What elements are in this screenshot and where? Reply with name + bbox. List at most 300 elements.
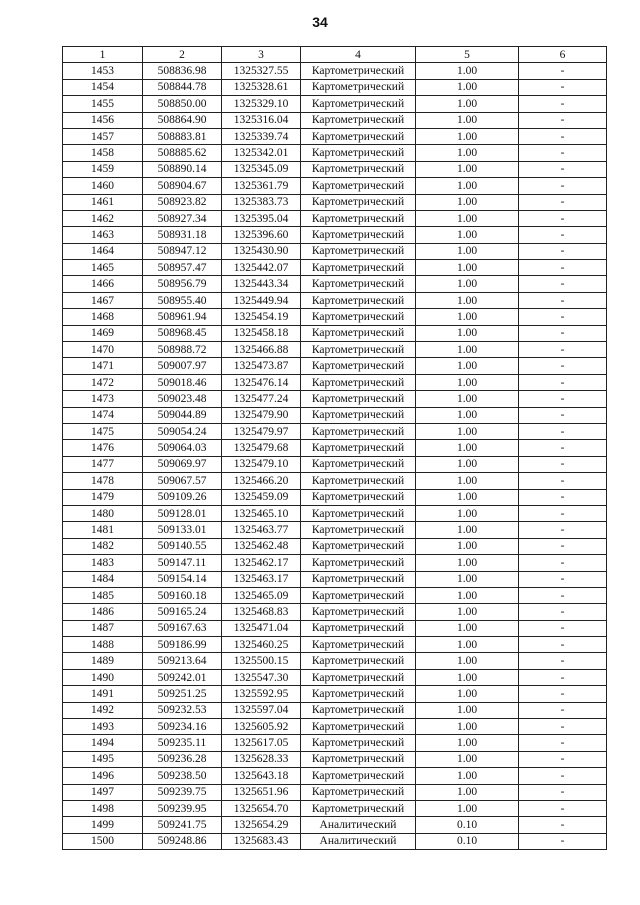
y-coordinate-cell: 1325458.18 bbox=[222, 325, 301, 341]
note-cell: - bbox=[519, 178, 607, 194]
x-coordinate-cell: 509054.24 bbox=[143, 423, 222, 439]
y-coordinate-cell: 1325479.68 bbox=[222, 440, 301, 456]
accuracy-cell: 1.00 bbox=[416, 522, 519, 538]
point-number-cell: 1488 bbox=[63, 637, 143, 653]
x-coordinate-cell: 509044.89 bbox=[143, 407, 222, 423]
table-row bbox=[63, 112, 607, 128]
accuracy-cell: 0.10 bbox=[416, 833, 519, 849]
accuracy-cell: 1.00 bbox=[416, 79, 519, 95]
x-coordinate-cell: 509165.24 bbox=[143, 604, 222, 620]
note-cell: - bbox=[519, 243, 607, 259]
method-cell: Картометрический bbox=[301, 145, 416, 161]
x-coordinate-cell: 508864.90 bbox=[143, 112, 222, 128]
point-number-cell: 1494 bbox=[63, 735, 143, 751]
accuracy-cell: 1.00 bbox=[416, 161, 519, 177]
method-cell: Картометрический bbox=[301, 358, 416, 374]
accuracy-cell: 1.00 bbox=[416, 112, 519, 128]
method-cell: Аналитический bbox=[301, 833, 416, 849]
accuracy-cell: 1.00 bbox=[416, 653, 519, 669]
note-cell: - bbox=[519, 260, 607, 276]
accuracy-cell: 1.00 bbox=[416, 751, 519, 767]
method-cell: Картометрический bbox=[301, 686, 416, 702]
table-body bbox=[63, 63, 607, 850]
accuracy-cell: 1.00 bbox=[416, 194, 519, 210]
method-cell: Картометрический bbox=[301, 63, 416, 79]
x-coordinate-cell: 508904.67 bbox=[143, 178, 222, 194]
note-cell: - bbox=[519, 63, 607, 79]
x-coordinate-cell: 509018.46 bbox=[143, 374, 222, 390]
point-number-cell: 1472 bbox=[63, 374, 143, 390]
method-cell: Картометрический bbox=[301, 243, 416, 259]
point-number-cell: 1491 bbox=[63, 686, 143, 702]
table-row bbox=[63, 833, 607, 849]
x-coordinate-cell: 508927.34 bbox=[143, 210, 222, 226]
y-coordinate-cell: 1325683.43 bbox=[222, 833, 301, 849]
x-coordinate-cell: 508836.98 bbox=[143, 63, 222, 79]
note-cell: - bbox=[519, 325, 607, 341]
x-coordinate-cell: 509109.26 bbox=[143, 489, 222, 505]
accuracy-cell: 1.00 bbox=[416, 637, 519, 653]
method-cell: Картометрический bbox=[301, 637, 416, 653]
method-cell: Картометрический bbox=[301, 260, 416, 276]
y-coordinate-cell: 1325327.55 bbox=[222, 63, 301, 79]
column-header-3: 3 bbox=[222, 47, 301, 63]
table-row bbox=[63, 243, 607, 259]
table-row bbox=[63, 276, 607, 292]
note-cell: - bbox=[519, 719, 607, 735]
table-row bbox=[63, 194, 607, 210]
method-cell: Картометрический bbox=[301, 423, 416, 439]
method-cell: Картометрический bbox=[301, 604, 416, 620]
x-coordinate-cell: 509160.18 bbox=[143, 587, 222, 603]
x-coordinate-cell: 509069.97 bbox=[143, 456, 222, 472]
x-coordinate-cell: 508956.79 bbox=[143, 276, 222, 292]
x-coordinate-cell: 508850.00 bbox=[143, 96, 222, 112]
x-coordinate-cell: 509213.64 bbox=[143, 653, 222, 669]
point-number-cell: 1476 bbox=[63, 440, 143, 456]
y-coordinate-cell: 1325654.29 bbox=[222, 817, 301, 833]
table-row bbox=[63, 161, 607, 177]
accuracy-cell: 1.00 bbox=[416, 669, 519, 685]
y-coordinate-cell: 1325473.87 bbox=[222, 358, 301, 374]
point-number-cell: 1459 bbox=[63, 161, 143, 177]
method-cell: Картометрический bbox=[301, 669, 416, 685]
accuracy-cell: 1.00 bbox=[416, 227, 519, 243]
method-cell: Картометрический bbox=[301, 79, 416, 95]
y-coordinate-cell: 1325479.97 bbox=[222, 423, 301, 439]
x-coordinate-cell: 508961.94 bbox=[143, 309, 222, 325]
method-cell: Картометрический bbox=[301, 112, 416, 128]
accuracy-cell: 1.00 bbox=[416, 96, 519, 112]
note-cell: - bbox=[519, 227, 607, 243]
accuracy-cell: 1.00 bbox=[416, 555, 519, 571]
method-cell: Картометрический bbox=[301, 161, 416, 177]
point-number-cell: 1482 bbox=[63, 538, 143, 554]
point-number-cell: 1453 bbox=[63, 63, 143, 79]
x-coordinate-cell: 509186.99 bbox=[143, 637, 222, 653]
table-row bbox=[63, 456, 607, 472]
accuracy-cell: 1.00 bbox=[416, 358, 519, 374]
accuracy-cell: 1.00 bbox=[416, 571, 519, 587]
table-row bbox=[63, 587, 607, 603]
accuracy-cell: 1.00 bbox=[416, 768, 519, 784]
page-number: 34 bbox=[312, 14, 328, 30]
accuracy-cell: 1.00 bbox=[416, 538, 519, 554]
note-cell: - bbox=[519, 817, 607, 833]
method-cell: Картометрический bbox=[301, 128, 416, 144]
x-coordinate-cell: 509147.11 bbox=[143, 555, 222, 571]
method-cell: Картометрический bbox=[301, 522, 416, 538]
y-coordinate-cell: 1325479.10 bbox=[222, 456, 301, 472]
x-coordinate-cell: 509232.53 bbox=[143, 702, 222, 718]
point-number-cell: 1466 bbox=[63, 276, 143, 292]
point-number-cell: 1478 bbox=[63, 473, 143, 489]
y-coordinate-cell: 1325643.18 bbox=[222, 768, 301, 784]
table-row bbox=[63, 325, 607, 341]
column-header-1: 1 bbox=[63, 47, 143, 63]
method-cell: Картометрический bbox=[301, 587, 416, 603]
y-coordinate-cell: 1325328.61 bbox=[222, 79, 301, 95]
x-coordinate-cell: 509248.86 bbox=[143, 833, 222, 849]
accuracy-cell: 1.00 bbox=[416, 63, 519, 79]
table-row bbox=[63, 473, 607, 489]
note-cell: - bbox=[519, 374, 607, 390]
point-number-cell: 1468 bbox=[63, 309, 143, 325]
method-cell: Картометрический bbox=[301, 374, 416, 390]
y-coordinate-cell: 1325462.48 bbox=[222, 538, 301, 554]
note-cell: - bbox=[519, 309, 607, 325]
y-coordinate-cell: 1325345.09 bbox=[222, 161, 301, 177]
point-number-cell: 1492 bbox=[63, 702, 143, 718]
x-coordinate-cell: 509023.48 bbox=[143, 391, 222, 407]
point-number-cell: 1456 bbox=[63, 112, 143, 128]
note-cell: - bbox=[519, 112, 607, 128]
method-cell: Картометрический bbox=[301, 325, 416, 341]
point-number-cell: 1473 bbox=[63, 391, 143, 407]
note-cell: - bbox=[519, 440, 607, 456]
point-number-cell: 1465 bbox=[63, 260, 143, 276]
y-coordinate-cell: 1325592.95 bbox=[222, 686, 301, 702]
point-number-cell: 1470 bbox=[63, 342, 143, 358]
method-cell: Картометрический bbox=[301, 407, 416, 423]
table-row bbox=[63, 309, 607, 325]
table-row bbox=[63, 686, 607, 702]
point-number-cell: 1467 bbox=[63, 292, 143, 308]
note-cell: - bbox=[519, 784, 607, 800]
y-coordinate-cell: 1325479.90 bbox=[222, 407, 301, 423]
method-cell: Картометрический bbox=[301, 571, 416, 587]
method-cell: Картометрический bbox=[301, 702, 416, 718]
table-row bbox=[63, 178, 607, 194]
y-coordinate-cell: 1325628.33 bbox=[222, 751, 301, 767]
table-row bbox=[63, 800, 607, 816]
y-coordinate-cell: 1325466.20 bbox=[222, 473, 301, 489]
table-row bbox=[63, 653, 607, 669]
point-number-cell: 1493 bbox=[63, 719, 143, 735]
table-row bbox=[63, 423, 607, 439]
accuracy-cell: 1.00 bbox=[416, 260, 519, 276]
table-row bbox=[63, 358, 607, 374]
point-number-cell: 1490 bbox=[63, 669, 143, 685]
x-coordinate-cell: 509067.57 bbox=[143, 473, 222, 489]
accuracy-cell: 1.00 bbox=[416, 735, 519, 751]
x-coordinate-cell: 509236.28 bbox=[143, 751, 222, 767]
accuracy-cell: 1.00 bbox=[416, 178, 519, 194]
table-header-row bbox=[63, 47, 607, 63]
table-row bbox=[63, 702, 607, 718]
x-coordinate-cell: 508947.12 bbox=[143, 243, 222, 259]
method-cell: Картометрический bbox=[301, 538, 416, 554]
accuracy-cell: 1.00 bbox=[416, 456, 519, 472]
table-row bbox=[63, 620, 607, 636]
note-cell: - bbox=[519, 194, 607, 210]
y-coordinate-cell: 1325395.04 bbox=[222, 210, 301, 226]
y-coordinate-cell: 1325459.09 bbox=[222, 489, 301, 505]
note-cell: - bbox=[519, 620, 607, 636]
note-cell: - bbox=[519, 276, 607, 292]
y-coordinate-cell: 1325463.77 bbox=[222, 522, 301, 538]
y-coordinate-cell: 1325316.04 bbox=[222, 112, 301, 128]
note-cell: - bbox=[519, 505, 607, 521]
y-coordinate-cell: 1325465.09 bbox=[222, 587, 301, 603]
y-coordinate-cell: 1325442.07 bbox=[222, 260, 301, 276]
table-row bbox=[63, 817, 607, 833]
point-number-cell: 1495 bbox=[63, 751, 143, 767]
note-cell: - bbox=[519, 96, 607, 112]
point-number-cell: 1489 bbox=[63, 653, 143, 669]
point-number-cell: 1487 bbox=[63, 620, 143, 636]
point-number-cell: 1458 bbox=[63, 145, 143, 161]
method-cell: Картометрический bbox=[301, 735, 416, 751]
point-number-cell: 1498 bbox=[63, 800, 143, 816]
note-cell: - bbox=[519, 604, 607, 620]
table-row bbox=[63, 260, 607, 276]
accuracy-cell: 0.10 bbox=[416, 817, 519, 833]
point-number-cell: 1454 bbox=[63, 79, 143, 95]
note-cell: - bbox=[519, 473, 607, 489]
note-cell: - bbox=[519, 768, 607, 784]
point-number-cell: 1460 bbox=[63, 178, 143, 194]
y-coordinate-cell: 1325449.94 bbox=[222, 292, 301, 308]
note-cell: - bbox=[519, 833, 607, 849]
x-coordinate-cell: 509239.75 bbox=[143, 784, 222, 800]
note-cell: - bbox=[519, 702, 607, 718]
point-number-cell: 1461 bbox=[63, 194, 143, 210]
table-row bbox=[63, 63, 607, 79]
method-cell: Картометрический bbox=[301, 505, 416, 521]
x-coordinate-cell: 509007.97 bbox=[143, 358, 222, 374]
x-coordinate-cell: 509133.01 bbox=[143, 522, 222, 538]
x-coordinate-cell: 509234.16 bbox=[143, 719, 222, 735]
accuracy-cell: 1.00 bbox=[416, 505, 519, 521]
accuracy-cell: 1.00 bbox=[416, 210, 519, 226]
point-number-cell: 1480 bbox=[63, 505, 143, 521]
point-number-cell: 1464 bbox=[63, 243, 143, 259]
x-coordinate-cell: 509241.75 bbox=[143, 817, 222, 833]
x-coordinate-cell: 508923.82 bbox=[143, 194, 222, 210]
y-coordinate-cell: 1325617.05 bbox=[222, 735, 301, 751]
y-coordinate-cell: 1325477.24 bbox=[222, 391, 301, 407]
note-cell: - bbox=[519, 456, 607, 472]
x-coordinate-cell: 509128.01 bbox=[143, 505, 222, 521]
x-coordinate-cell: 509239.95 bbox=[143, 800, 222, 816]
point-number-cell: 1474 bbox=[63, 407, 143, 423]
column-header-4: 4 bbox=[301, 47, 416, 63]
accuracy-cell: 1.00 bbox=[416, 128, 519, 144]
note-cell: - bbox=[519, 538, 607, 554]
table-row bbox=[63, 374, 607, 390]
method-cell: Картометрический bbox=[301, 489, 416, 505]
y-coordinate-cell: 1325605.92 bbox=[222, 719, 301, 735]
column-header-5: 5 bbox=[416, 47, 519, 63]
method-cell: Картометрический bbox=[301, 96, 416, 112]
y-coordinate-cell: 1325476.14 bbox=[222, 374, 301, 390]
table-row bbox=[63, 440, 607, 456]
method-cell: Картометрический bbox=[301, 768, 416, 784]
table-row bbox=[63, 768, 607, 784]
accuracy-cell: 1.00 bbox=[416, 243, 519, 259]
point-number-cell: 1469 bbox=[63, 325, 143, 341]
method-cell: Картометрический bbox=[301, 210, 416, 226]
table-row bbox=[63, 669, 607, 685]
method-cell: Аналитический bbox=[301, 817, 416, 833]
table-row bbox=[63, 96, 607, 112]
note-cell: - bbox=[519, 128, 607, 144]
y-coordinate-cell: 1325342.01 bbox=[222, 145, 301, 161]
note-cell: - bbox=[519, 358, 607, 374]
x-coordinate-cell: 509064.03 bbox=[143, 440, 222, 456]
x-coordinate-cell: 508931.18 bbox=[143, 227, 222, 243]
note-cell: - bbox=[519, 79, 607, 95]
x-coordinate-cell: 509235.11 bbox=[143, 735, 222, 751]
accuracy-cell: 1.00 bbox=[416, 686, 519, 702]
accuracy-cell: 1.00 bbox=[416, 702, 519, 718]
x-coordinate-cell: 509238.50 bbox=[143, 768, 222, 784]
accuracy-cell: 1.00 bbox=[416, 407, 519, 423]
table-row bbox=[63, 522, 607, 538]
table-row bbox=[63, 145, 607, 161]
note-cell: - bbox=[519, 161, 607, 177]
y-coordinate-cell: 1325547.30 bbox=[222, 669, 301, 685]
note-cell: - bbox=[519, 391, 607, 407]
method-cell: Картометрический bbox=[301, 178, 416, 194]
x-coordinate-cell: 508885.62 bbox=[143, 145, 222, 161]
method-cell: Картометрический bbox=[301, 620, 416, 636]
y-coordinate-cell: 1325654.70 bbox=[222, 800, 301, 816]
accuracy-cell: 1.00 bbox=[416, 391, 519, 407]
point-number-cell: 1471 bbox=[63, 358, 143, 374]
note-cell: - bbox=[519, 686, 607, 702]
accuracy-cell: 1.00 bbox=[416, 374, 519, 390]
x-coordinate-cell: 508955.40 bbox=[143, 292, 222, 308]
table-row bbox=[63, 342, 607, 358]
y-coordinate-cell: 1325329.10 bbox=[222, 96, 301, 112]
table-row bbox=[63, 604, 607, 620]
point-number-cell: 1484 bbox=[63, 571, 143, 587]
accuracy-cell: 1.00 bbox=[416, 292, 519, 308]
table-row bbox=[63, 227, 607, 243]
note-cell: - bbox=[519, 292, 607, 308]
column-header-2: 2 bbox=[143, 47, 222, 63]
note-cell: - bbox=[519, 145, 607, 161]
method-cell: Картометрический bbox=[301, 719, 416, 735]
accuracy-cell: 1.00 bbox=[416, 423, 519, 439]
point-number-cell: 1500 bbox=[63, 833, 143, 849]
y-coordinate-cell: 1325460.25 bbox=[222, 637, 301, 653]
y-coordinate-cell: 1325465.10 bbox=[222, 505, 301, 521]
x-coordinate-cell: 508890.14 bbox=[143, 161, 222, 177]
point-number-cell: 1463 bbox=[63, 227, 143, 243]
x-coordinate-cell: 508968.45 bbox=[143, 325, 222, 341]
note-cell: - bbox=[519, 555, 607, 571]
point-number-cell: 1486 bbox=[63, 604, 143, 620]
point-number-cell: 1462 bbox=[63, 210, 143, 226]
note-cell: - bbox=[519, 423, 607, 439]
point-number-cell: 1497 bbox=[63, 784, 143, 800]
table-row bbox=[63, 637, 607, 653]
table-row bbox=[63, 538, 607, 554]
accuracy-cell: 1.00 bbox=[416, 587, 519, 603]
table-row bbox=[63, 79, 607, 95]
method-cell: Картометрический bbox=[301, 456, 416, 472]
y-coordinate-cell: 1325396.60 bbox=[222, 227, 301, 243]
table-row bbox=[63, 719, 607, 735]
method-cell: Картометрический bbox=[301, 342, 416, 358]
y-coordinate-cell: 1325462.17 bbox=[222, 555, 301, 571]
x-coordinate-cell: 509140.55 bbox=[143, 538, 222, 554]
table-row bbox=[63, 735, 607, 751]
table-row bbox=[63, 391, 607, 407]
y-coordinate-cell: 1325383.73 bbox=[222, 194, 301, 210]
point-number-cell: 1477 bbox=[63, 456, 143, 472]
accuracy-cell: 1.00 bbox=[416, 604, 519, 620]
note-cell: - bbox=[519, 210, 607, 226]
y-coordinate-cell: 1325463.17 bbox=[222, 571, 301, 587]
point-number-cell: 1475 bbox=[63, 423, 143, 439]
method-cell: Картометрический bbox=[301, 751, 416, 767]
method-cell: Картометрический bbox=[301, 227, 416, 243]
note-cell: - bbox=[519, 407, 607, 423]
y-coordinate-cell: 1325466.88 bbox=[222, 342, 301, 358]
method-cell: Картометрический bbox=[301, 555, 416, 571]
y-coordinate-cell: 1325454.19 bbox=[222, 309, 301, 325]
accuracy-cell: 1.00 bbox=[416, 276, 519, 292]
table-row bbox=[63, 407, 607, 423]
accuracy-cell: 1.00 bbox=[416, 342, 519, 358]
note-cell: - bbox=[519, 637, 607, 653]
x-coordinate-cell: 509154.14 bbox=[143, 571, 222, 587]
note-cell: - bbox=[519, 735, 607, 751]
note-cell: - bbox=[519, 653, 607, 669]
y-coordinate-cell: 1325443.34 bbox=[222, 276, 301, 292]
accuracy-cell: 1.00 bbox=[416, 620, 519, 636]
x-coordinate-cell: 508988.72 bbox=[143, 342, 222, 358]
note-cell: - bbox=[519, 669, 607, 685]
point-number-cell: 1496 bbox=[63, 768, 143, 784]
table-row bbox=[63, 128, 607, 144]
method-cell: Картометрический bbox=[301, 194, 416, 210]
accuracy-cell: 1.00 bbox=[416, 784, 519, 800]
note-cell: - bbox=[519, 522, 607, 538]
method-cell: Картометрический bbox=[301, 391, 416, 407]
x-coordinate-cell: 508957.47 bbox=[143, 260, 222, 276]
point-number-cell: 1483 bbox=[63, 555, 143, 571]
note-cell: - bbox=[519, 800, 607, 816]
note-cell: - bbox=[519, 342, 607, 358]
x-coordinate-cell: 509251.25 bbox=[143, 686, 222, 702]
table-row bbox=[63, 489, 607, 505]
table-row bbox=[63, 751, 607, 767]
